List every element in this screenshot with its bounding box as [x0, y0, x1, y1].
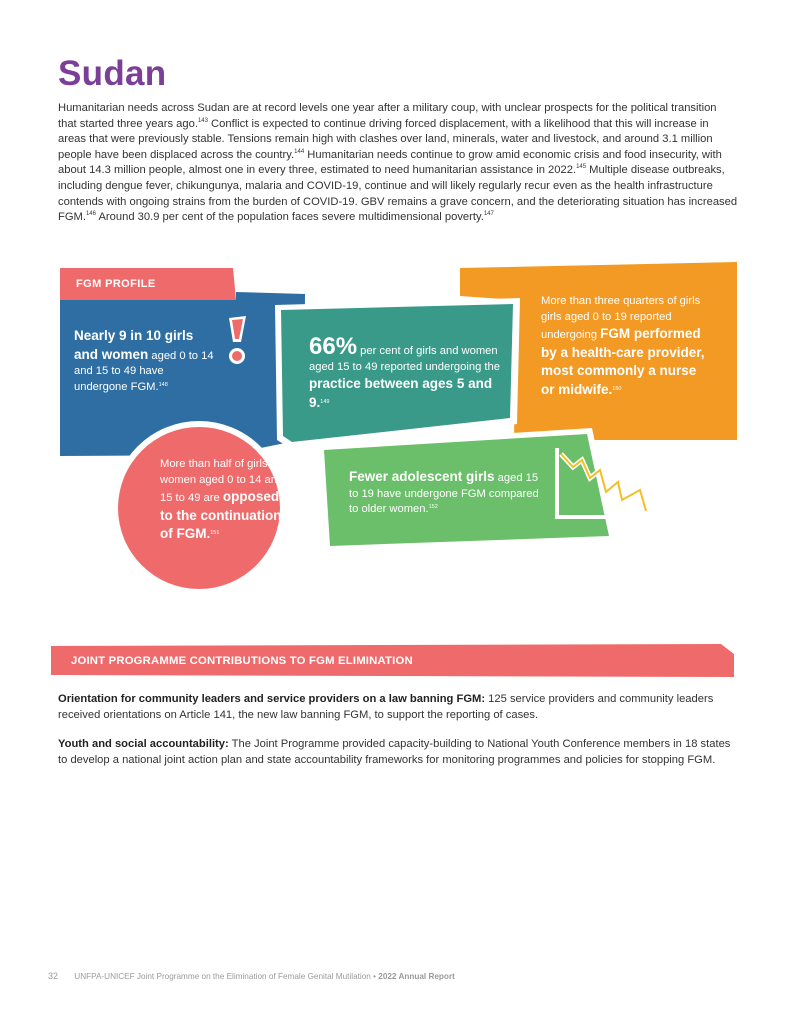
contributions-title: JOINT PROGRAMME CONTRIBUTIONS TO FGM ELIMINATION	[71, 655, 413, 667]
profile-tab-label: FGM PROFILE	[76, 278, 156, 290]
page-number: 32	[48, 971, 59, 981]
contribution-item: Youth and social accountability: The Joint Programme provided capacity-building to National Youth Conference members in 18 states to develop a national joint action plan and state accountability frameworks for monitoring programmes and policies for stopping FGM.	[58, 738, 731, 766]
blue-card-text: Nearly 9 in 10 girls and women aged 0 to 14 and 15 to 49 have undergone FGM.$^{148}$	[74, 328, 214, 393]
footer-text: UNFPA-UNICEF Joint Programme on the Elimination of Female Genital Mutilation	[74, 972, 371, 981]
intro-paragraph: Humanitarian needs across Sudan are at record levels one year after a military coup, with unclear prospects for the political transition that started three years ago.$^{143}$ Conflict is expected to continue driving forced displacement, with a likelihood that this will increase in areas that were previously stable. Tensions remain high with clashes over land, minerals, water and livestock, and around 3.1 million people have been displaced across the country.$^{144}$ Humanitarian needs continue to grow amid economic crisis and food insecurity, with about 14.3 million people, almost one in every three, estimated to need humanitarian assistance in 2022.$^{145}$ Multiple disease outbreaks, including dengue fever, chikungunya, malaria and COVID-19, continue and will likely regularly recur even as the health infrastructure contends with ongoing strains from the burden of COVID-19. GBV remains a grave concern, and the deteriorating situation has increased FGM.$^{146}$ Around 30.9 per cent of the population faces severe multidimensional poverty.$^{147}$	[58, 102, 738, 224]
green-card-text: Fewer adolescent girls aged 15 to 19 have undergone FGM compared to older women.$^{152}$	[349, 469, 539, 515]
footer-report: 2022 Annual Report	[378, 972, 455, 981]
orange-card-text: More than three quarters of girls girls aged 0 to 19 reported undergoing FGM performed by a health-care provider, most commonly a nurse or midwife.$^{150}$	[541, 295, 705, 397]
page-footer	[48, 971, 455, 981]
teal-card-text: 66% per cent of girls and women aged 15 to 49 reported undergoing the practice between ages 5 and 9.$^{149}$	[309, 333, 500, 410]
footer-separator: •	[373, 972, 376, 981]
contribution-item: Orientation for community leaders and service providers on a law banning FGM: 125 service providers and community leaders received orientations on Article 141, the new law banning FGM, to support the reporting of cases.	[58, 693, 714, 721]
page-title: Sudan	[58, 54, 167, 93]
red-circle-text: More than half of girls and women aged 0 to 14 and 15 to 49 are opposed to the continuation of FGM.$^{151}$	[160, 458, 290, 541]
